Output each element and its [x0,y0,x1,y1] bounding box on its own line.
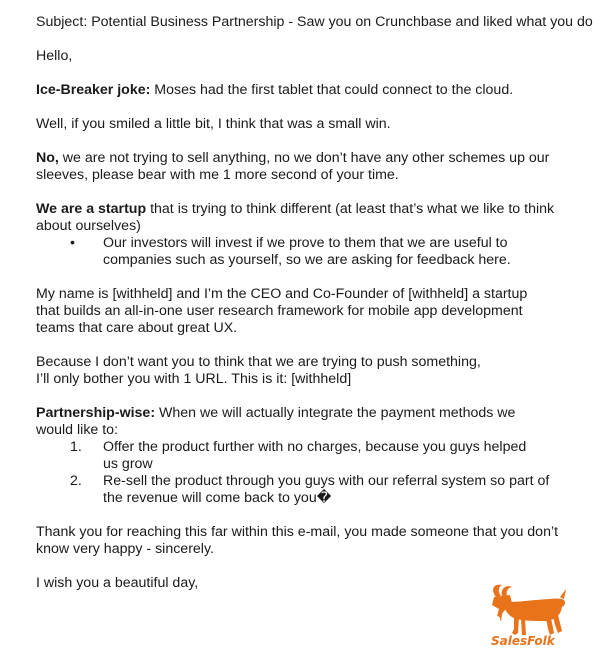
list-item [36,235,584,269]
salesfolk-logo-text: SalesFolk [491,634,555,648]
startup-text-line1: that is trying to think different (at least that’s what we like to think [146,201,555,217]
no-paragraph-line1 [36,150,584,167]
partnership-text-line2: would like to: [36,422,119,438]
partnership-label: Partnership-wise: [36,405,156,421]
bullet-line2: companies such as yourself, so we are asking for feedback here. [103,252,511,268]
bullet-line1: Our investors will invest if we prove to them that we are useful to [103,235,508,251]
icebreaker-label: Ice-Breaker joke: [36,82,151,98]
list-number: 2. [70,473,82,489]
email-body [36,14,593,592]
closing: I wish you a beautiful day, [36,575,199,591]
partnership-line1 [36,405,584,422]
thanks-line1: Thank you for reaching this far within this e-mail, you made someone that you don’t [36,524,559,540]
email-subject: Subject: Potential Business Partnership - Saw you on Crunchbase and liked what you do [36,14,593,30]
intro-line3: teams that care about great UX. [36,320,238,336]
startup-text-line2: about ourselves) [36,218,141,234]
partnership-text-line1: When we will actually integrate the payment methods we [155,405,516,421]
no-text-line2: sleeves, please bear with me 1 more second of your time. [36,167,399,183]
no-text-line1: we are not trying to sell anything, no we don’t have any other schemes up our [58,150,550,166]
item1-line1: Offer the product further with no charges, because you guys helped [103,439,527,455]
no-label: No, [36,150,59,166]
thanks-line2: know very happy - sincerely. [36,541,214,557]
item2-line2: the revenue will come back to you� [103,490,332,506]
intro-line2: that builds an all-in-one user research framework for mobile app development [36,303,523,319]
item2-line1: Re-sell the product through you guys with our referral system so part of [103,473,550,489]
smile-paragraph: Well, if you smiled a little bit, I think that was a small win. [36,116,391,132]
list-item [36,473,584,507]
intro-line1: My name is [withheld] and I’m the CEO and Co-Founder of [withheld] a startup [36,286,528,302]
url-line2: I’ll only bother you with 1 URL. This is it: [withheld] [36,371,352,387]
startup-paragraph-line1 [36,201,584,218]
item1-line2: us grow [103,456,153,472]
url-line1: Because I don’t want you to think that we are trying to push something, [36,354,481,370]
bullet-icon: • [70,235,75,251]
startup-label: We are a startup [36,201,147,217]
icebreaker-text: Moses had the first tablet that could connect to the cloud. [150,82,514,98]
list-item [36,439,584,473]
list-number: 1. [70,439,82,455]
icebreaker-paragraph [36,82,584,99]
greeting: Hello, [36,48,73,64]
